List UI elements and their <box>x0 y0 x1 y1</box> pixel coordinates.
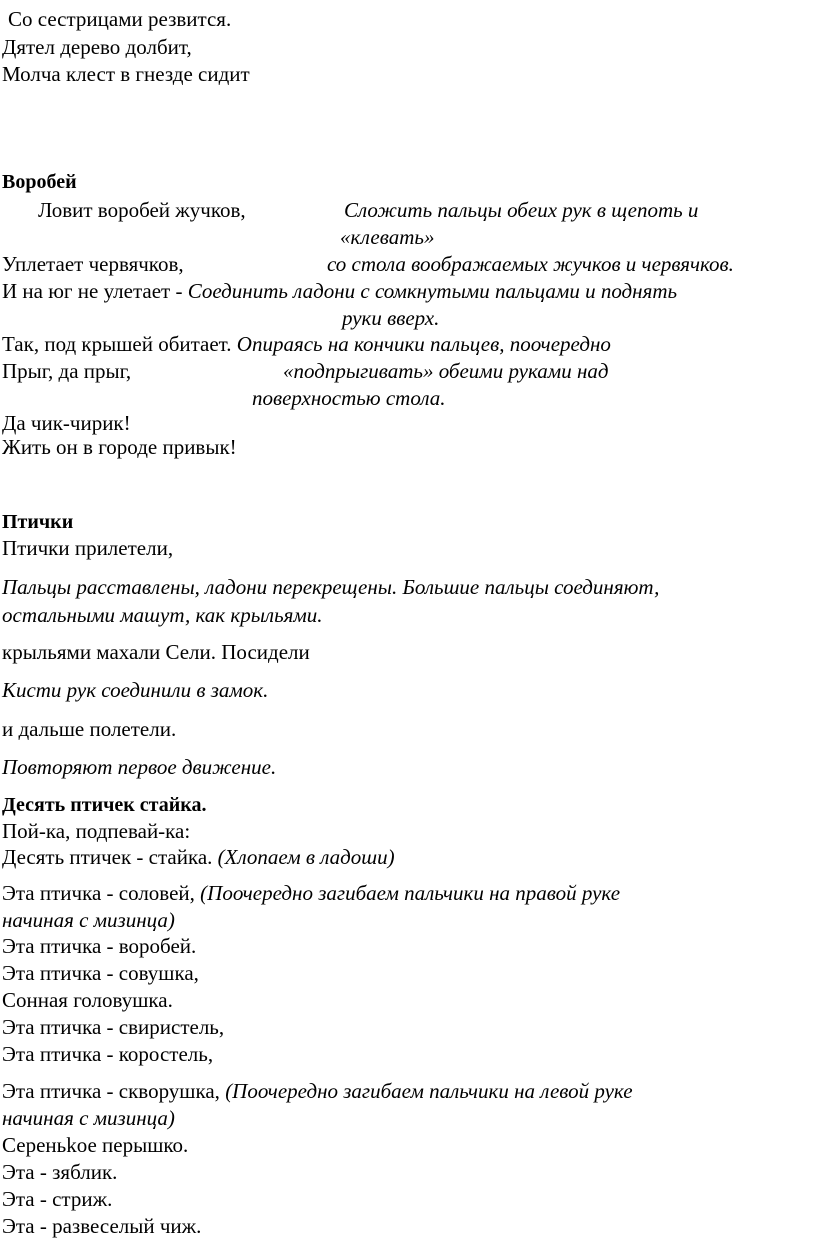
ten-birds-line-5: Эта птичка - совушка, <box>2 961 199 985</box>
ten-birds-line-8: Эта птичка - коростель, <box>2 1042 214 1066</box>
sparrow-title: Воробей <box>2 171 77 193</box>
intro-line-1: Со сестрицами резвится. <box>8 7 232 31</box>
sparrow-verse-3 <box>2 277 677 305</box>
sparrow-verse-3-text: И на юг не улетает - <box>2 279 188 303</box>
ten-birds-line-12: Эта - стриж. <box>2 1187 113 1211</box>
birds-verse-1: Птички прилетели, <box>2 536 174 560</box>
ten-birds-line-10: Сереньkое перышко. <box>2 1133 189 1157</box>
intro-line-3: Молча клест в гнезде сидит <box>2 62 250 86</box>
ten-birds-note-9b: начиная с мизинца) <box>2 1106 175 1130</box>
ten-birds-line-2 <box>2 843 395 871</box>
birds-note-3: Повторяют первое движение. <box>2 755 277 779</box>
birds-note-1a: Пальцы расставлены, ладони перекрещены. Большие пальцы соединяют, <box>2 575 660 599</box>
ten-birds-line-4: Эта птичка - воробей. <box>2 934 197 958</box>
birds-verse-2: крыльями махали Сели. Посидели <box>2 640 310 664</box>
ten-birds-line-11: Эта - зяблик. <box>2 1160 118 1184</box>
birds-note-1b: остальными машут, как крыльями. <box>2 603 323 627</box>
sparrow-verse-4-text: Так, под крышей обитает. <box>2 332 237 356</box>
sparrow-note-3b: руки вверх. <box>342 306 440 330</box>
ten-birds-title: Десять птичек стайка. <box>2 794 207 816</box>
ten-birds-line-3-text: Эта птичка - соловей, <box>2 881 201 905</box>
sparrow-note-4c: поверхностью стола. <box>252 386 446 410</box>
sparrow-verse-4 <box>2 330 611 358</box>
birds-title: Птички <box>2 511 74 533</box>
sparrow-verse-1: Ловит воробей жучков, <box>38 198 246 222</box>
ten-birds-note-2: (Хлопаем в ладоши) <box>217 845 395 869</box>
ten-birds-note-3a: (Поочередно загибаем пальчики на правой руке <box>200 881 621 905</box>
sparrow-note-1a: Сложить пальцы обеих рук в щепоть и <box>344 198 699 222</box>
sparrow-verse-7: Жить он в городе привык! <box>2 435 237 459</box>
ten-birds-note-9a: (Поочередно загибаем пальчики на левой руке <box>225 1079 633 1103</box>
sparrow-note-1b: «клевать» <box>340 225 435 249</box>
sparrow-note-4b: «подпрыгивать» обеими руками над <box>283 359 609 383</box>
ten-birds-line-9-text: Эта птичка - скворушка, <box>2 1079 226 1103</box>
ten-birds-note-3b: начиная с мизинца) <box>2 908 175 932</box>
sparrow-note-4a: Опираясь на кончики пальцев, поочередно <box>236 332 611 356</box>
ten-birds-line-6: Сонная головушка. <box>2 988 173 1012</box>
sparrow-note-2: со стола воображаемых жучков и червячков. <box>327 252 734 276</box>
ten-birds-line-13: Эта - развеселый чиж. <box>2 1214 202 1238</box>
sparrow-verse-6: Да чик-чирик! <box>2 411 131 435</box>
ten-birds-line-9 <box>2 1077 633 1105</box>
ten-birds-line-1: Пой-ка, подпевай-ка: <box>2 819 191 843</box>
birds-verse-3: и дальше полетели. <box>2 717 177 741</box>
ten-birds-line-3 <box>2 879 620 907</box>
sparrow-verse-2: Уплетает червячков, <box>2 252 184 276</box>
sparrow-verse-5: Прыг, да прыг, <box>2 359 132 383</box>
ten-birds-line-7: Эта птичка - свиристель, <box>2 1015 225 1039</box>
intro-line-2: Дятел дерево долбит, <box>2 35 192 59</box>
ten-birds-line-2-text: Десять птичек - стайка. <box>2 845 218 869</box>
birds-note-2: Кисти рук соединили в замок. <box>2 678 269 702</box>
sparrow-note-3a: Соединить ладони с сомкнутыми пальцами и поднять <box>187 279 678 303</box>
